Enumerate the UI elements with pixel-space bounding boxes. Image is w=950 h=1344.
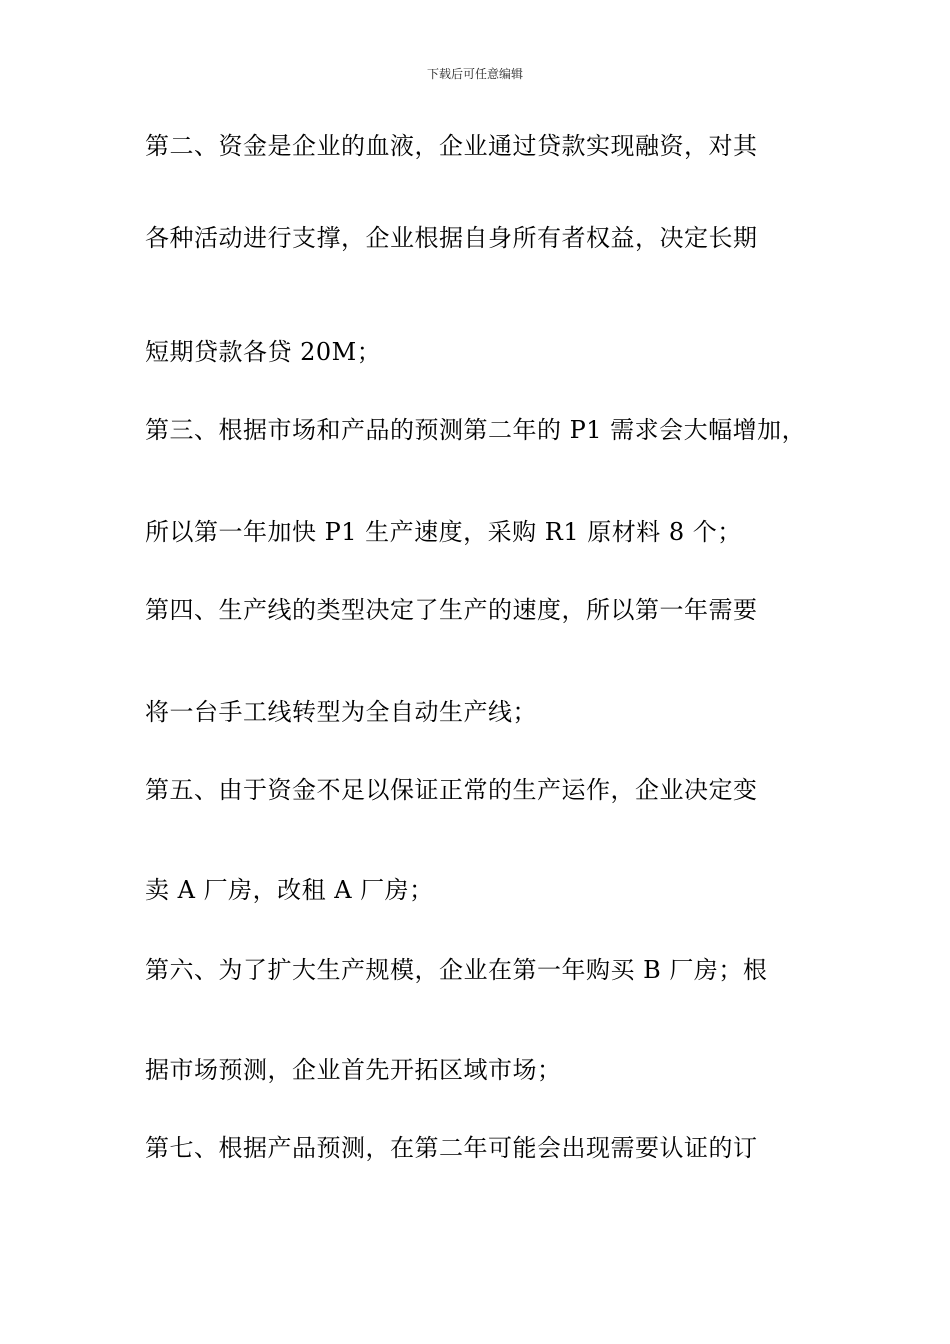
paragraph-line: 第二、资金是企业的血液，企业通过贷款实现融资，对其 bbox=[145, 132, 758, 160]
header-note: 下载后可任意编辑 bbox=[426, 67, 523, 81]
paragraph-line: 各种活动进行支撑，企业根据自身所有者权益，决定长期 bbox=[145, 224, 758, 252]
paragraph-line: 第五、由于资金不足以保证正常的生产运作，企业决定变 bbox=[145, 776, 758, 804]
paragraph-line: 第四、生产线的类型决定了生产的速度，所以第一年需要 bbox=[145, 596, 758, 624]
paragraph-line: 将一台手工线转型为全自动生产线； bbox=[145, 698, 537, 726]
paragraph-line: 第六、为了扩大生产规模，企业在第一年购买 B 厂房；根 bbox=[145, 956, 768, 984]
paragraph-line: 所以第一年加快 P1 生产速度，采购 R1 原材料 8 个； bbox=[145, 518, 742, 546]
paragraph-line: 第三、根据市场和产品的预测第二年的 P1 需求会大幅增加， bbox=[145, 416, 807, 444]
paragraph-line: 第七、根据产品预测，在第二年可能会出现需要认证的订 bbox=[145, 1134, 758, 1162]
paragraph-line: 短期贷款各贷 20M； bbox=[145, 338, 382, 366]
paragraph-line: 据市场预测，企业首先开拓区域市场； bbox=[145, 1056, 562, 1084]
paragraph-line: 卖 A 厂房，改租 A 厂房； bbox=[145, 876, 434, 904]
